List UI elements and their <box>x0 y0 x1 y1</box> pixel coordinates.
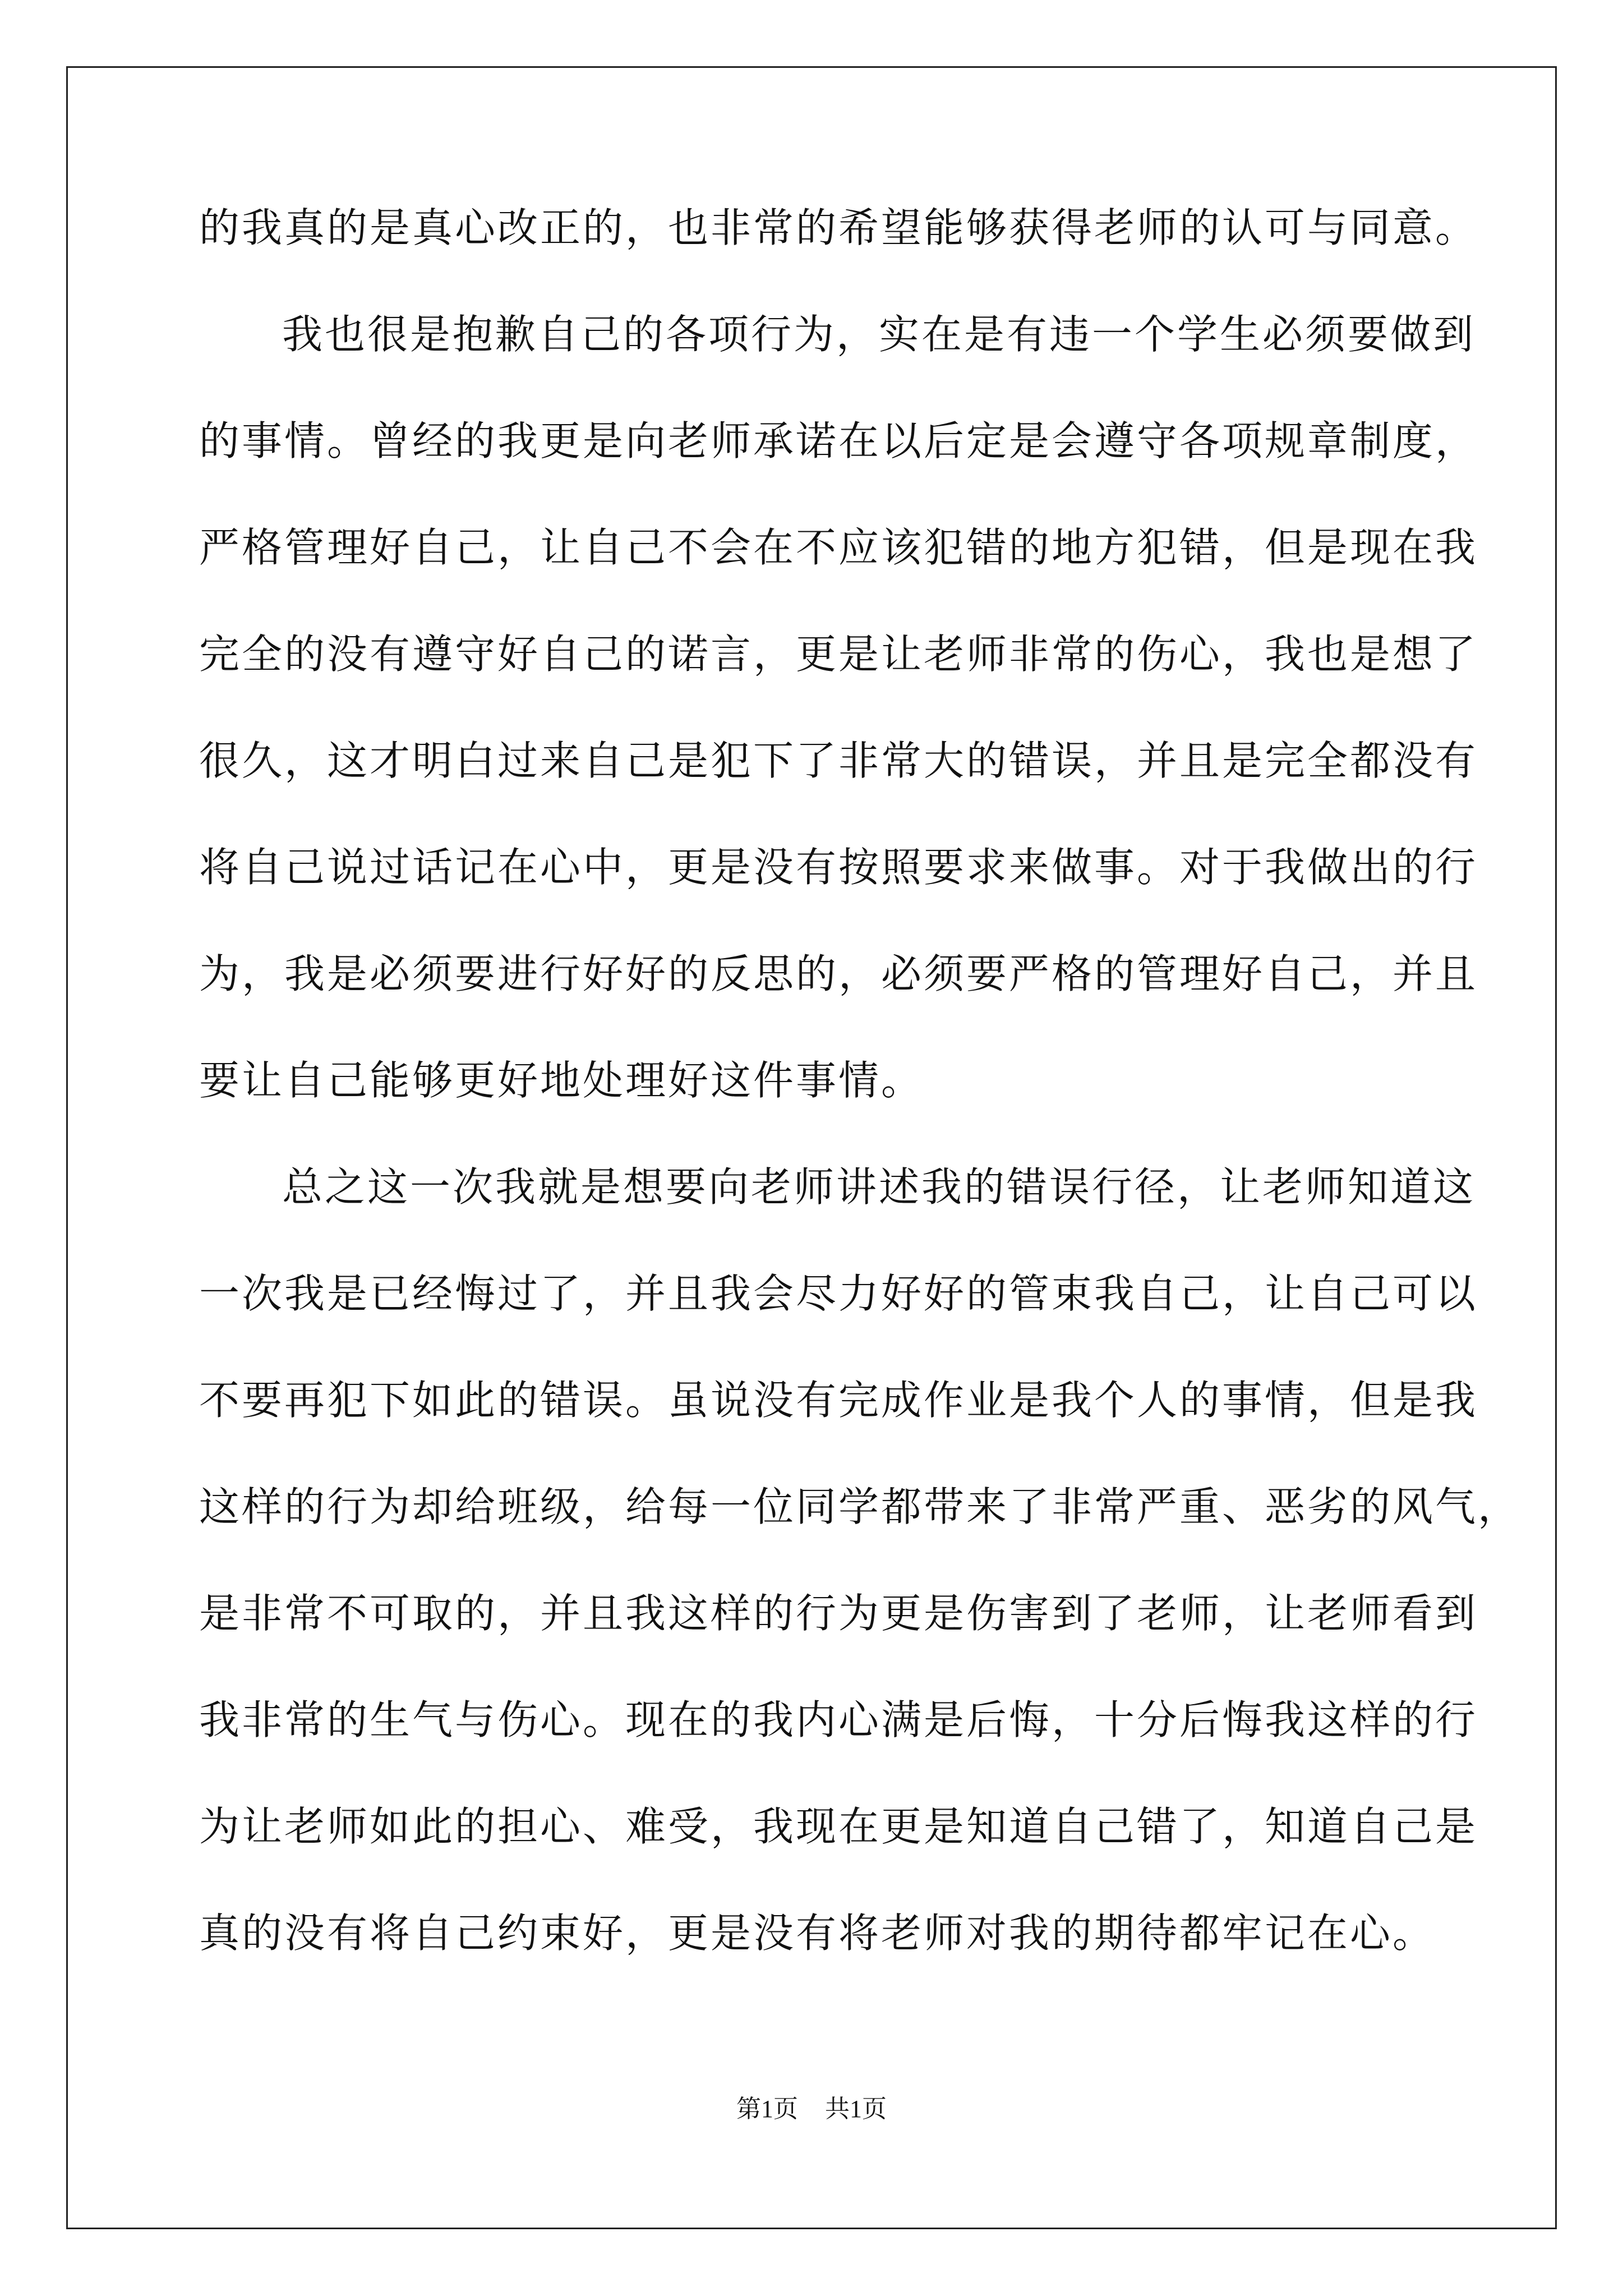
text-line-4: 严格管理好自己，让自己不会在不应该犯错的地方犯错，但是现在我 <box>199 524 1478 571</box>
text-line-17: 真的没有将自己约束好，更是没有将老师对我的期待都牢记在心。 <box>199 1910 1436 1957</box>
document-body <box>199 204 1521 2019</box>
text-line-7: 将自己说过话记在心中，更是没有按照要求来做事。对于我做出的行 <box>199 844 1478 891</box>
text-line-14: 是非常不可取的，并且我这样的行为更是伤害到了老师，让老师看到 <box>199 1590 1478 1637</box>
text-line-13: 这样的行为却给班级，给每一位同学都带来了非常严重、恶劣的风气， <box>199 1483 1521 1530</box>
page-footer <box>0 2097 1623 2122</box>
text-line-6: 很久，这才明白过来自己是犯下了非常大的错误，并且是完全都没有 <box>199 737 1478 784</box>
text-line-10: 总之这一次我就是想要向老师讲述我的错误行径，让老师知道这 <box>282 1163 1476 1211</box>
text-line-15: 我非常的生气与伤心。现在的我内心满是后悔，十分后悔我这样的行 <box>199 1696 1478 1743</box>
text-line-9: 要让自己能够更好地处理好这件事情。 <box>199 1057 924 1104</box>
text-line-1: 的我真的是真心改正的，也非常的希望能够获得老师的认可与同意。 <box>199 204 1478 251</box>
text-line-12: 不要再犯下如此的错误。虽说没有完成作业是我个人的事情，但是我 <box>199 1377 1478 1424</box>
text-line-5: 完全的没有遵守好自己的诺言，更是让老师非常的伤心，我也是想了 <box>199 631 1478 678</box>
page-number: 第1页 <box>736 2095 798 2123</box>
text-line-3: 的事情。曾经的我更是向老师承诺在以后定是会遵守各项规章制度， <box>199 417 1478 464</box>
text-line-11: 一次我是已经悔过了，并且我会尽力好好的管束我自己，让自己可以 <box>199 1270 1478 1317</box>
text-line-16: 为让老师如此的担心、难受，我现在更是知道自己错了，知道自己是 <box>199 1803 1478 1850</box>
page-total: 共1页 <box>825 2095 887 2123</box>
text-line-2: 我也很是抱歉自己的各项行为，实在是有违一个学生必须要做到 <box>282 311 1476 358</box>
text-line-8: 为，我是必须要进行好好的反思的，必须要严格的管理好自己，并且 <box>199 950 1478 997</box>
